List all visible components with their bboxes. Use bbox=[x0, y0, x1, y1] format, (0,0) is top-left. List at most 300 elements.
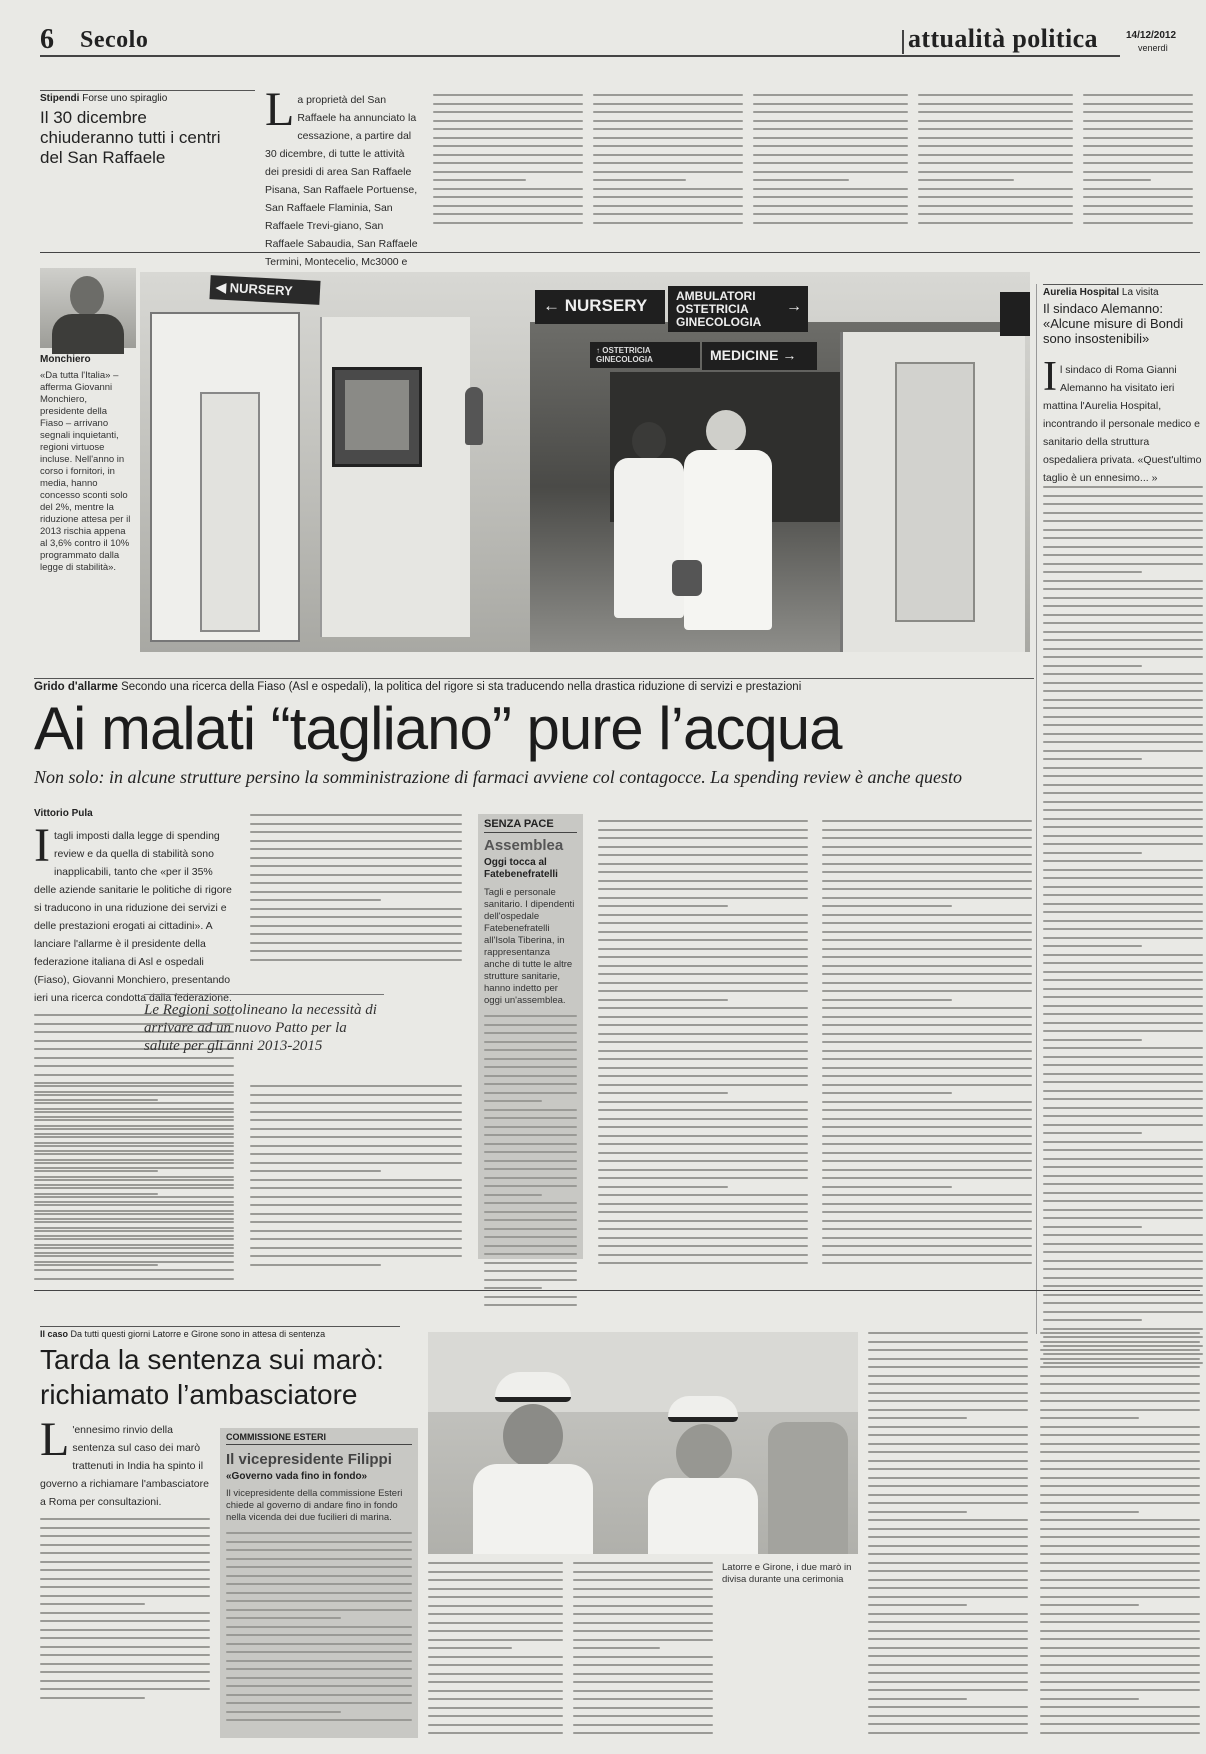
text-line bbox=[753, 94, 908, 96]
text-line bbox=[1040, 1672, 1200, 1674]
text-line bbox=[484, 1228, 577, 1230]
text-line bbox=[250, 874, 462, 876]
text-line bbox=[1043, 716, 1203, 718]
text-line bbox=[1043, 707, 1203, 709]
text-line bbox=[1043, 631, 1203, 633]
text-line bbox=[1043, 860, 1203, 862]
text-line bbox=[484, 1075, 577, 1077]
text-line bbox=[868, 1426, 1028, 1428]
text-line bbox=[868, 1732, 1028, 1734]
text-line bbox=[1040, 1647, 1200, 1649]
text-line bbox=[1043, 665, 1142, 667]
text-line bbox=[1083, 120, 1193, 122]
text-line bbox=[34, 1221, 234, 1223]
text-line bbox=[822, 973, 1032, 975]
text-line bbox=[40, 1663, 210, 1665]
text-line bbox=[250, 942, 462, 944]
text-line bbox=[428, 1579, 563, 1581]
text-line bbox=[822, 922, 1032, 924]
text-line bbox=[250, 848, 462, 850]
text-line bbox=[1043, 877, 1203, 879]
text-line bbox=[868, 1434, 1028, 1436]
hospital-corridor-photo bbox=[140, 272, 1030, 652]
text-line bbox=[250, 882, 462, 884]
text-line bbox=[1043, 699, 1203, 701]
text-line bbox=[1043, 1149, 1203, 1151]
text-line bbox=[868, 1630, 1028, 1632]
text-line bbox=[598, 871, 808, 873]
text-line bbox=[822, 846, 1032, 848]
notice-board bbox=[332, 367, 422, 467]
text-line bbox=[593, 137, 743, 139]
text-line bbox=[1043, 1277, 1203, 1279]
text-line bbox=[428, 1647, 512, 1649]
text-line bbox=[484, 1143, 577, 1145]
text-line bbox=[822, 897, 1032, 899]
text-line bbox=[433, 205, 583, 207]
text-line bbox=[868, 1409, 1028, 1411]
text-line bbox=[484, 1126, 577, 1128]
text-line bbox=[868, 1655, 1028, 1657]
text-line bbox=[1043, 588, 1203, 590]
text-line bbox=[822, 1050, 1032, 1052]
text-line bbox=[918, 128, 1073, 130]
text-line bbox=[1043, 758, 1142, 760]
text-line bbox=[226, 1651, 412, 1653]
text-line bbox=[433, 171, 583, 173]
text-line bbox=[484, 1279, 577, 1281]
text-line bbox=[1043, 656, 1203, 658]
text-line bbox=[226, 1558, 412, 1560]
text-line bbox=[598, 1067, 808, 1069]
text-line bbox=[428, 1724, 563, 1726]
text-line bbox=[1040, 1655, 1200, 1657]
text-line bbox=[593, 103, 743, 105]
text-line bbox=[250, 1264, 381, 1266]
text-line bbox=[822, 1237, 1032, 1239]
drop-cap: I bbox=[34, 819, 50, 872]
main-col-1: I tagli imposti dalla legge di spending review e da quella di stabilità sono inapplicabili, tanto che «per il 35% delle aziende sanitarie le politiche di rigore si traducono in una riduzione dei servizi e delle prestazioni erogati ai cittadini». A lanciare l'allarme è il presidente della federazione italiana di Asl e ospedali (Fiaso), Giovanni Monchiero, presentando ieri una ricerca condotta dalla federazione. bbox=[34, 826, 234, 1276]
text-line bbox=[428, 1698, 563, 1700]
text-line bbox=[1043, 1294, 1203, 1296]
text-line bbox=[40, 1654, 210, 1656]
text-line bbox=[250, 1213, 462, 1215]
text-line bbox=[1040, 1681, 1200, 1683]
text-line bbox=[1043, 1141, 1203, 1143]
text-line bbox=[1043, 1047, 1203, 1049]
text-line bbox=[753, 145, 908, 147]
text-line bbox=[918, 213, 1073, 215]
text-line bbox=[428, 1681, 563, 1683]
text-line bbox=[1040, 1417, 1139, 1419]
text-line bbox=[918, 145, 1073, 147]
text-line bbox=[1043, 1115, 1203, 1117]
text-line bbox=[40, 1544, 210, 1546]
text-line bbox=[34, 1102, 234, 1104]
text-line bbox=[598, 820, 808, 822]
text-line bbox=[868, 1341, 1028, 1343]
text-line bbox=[1040, 1477, 1200, 1479]
text-line bbox=[1043, 1217, 1203, 1219]
text-line bbox=[753, 222, 908, 224]
issue-date: 14/12/2012 bbox=[1126, 30, 1177, 41]
text-line bbox=[598, 897, 808, 899]
text-line bbox=[1043, 673, 1203, 675]
text-line bbox=[433, 128, 583, 130]
text-line bbox=[822, 863, 1032, 865]
right-lead: I l sindaco di Roma Gianni Alemanno ha visitato ieri mattina l'Aurelia Hospital, incontrando il personale medico e sanitario della struttura ospedaliera privata. «Quest'ultimo taglio è un ennesimo... » bbox=[1043, 354, 1202, 484]
text-line bbox=[226, 1575, 412, 1577]
text-line bbox=[1083, 222, 1193, 224]
top-col-2 bbox=[433, 94, 583, 234]
text-line bbox=[822, 1007, 1032, 1009]
fire-extinguisher bbox=[465, 387, 483, 445]
top-lead: L a proprietà del San Raffaele ha annunciato la cessazione, a partire dal 30 dicembre, di tutte le attività dei presidi di area San Raffaele Pisana, San Raffaele Portuense, San Raffaele Flaminia, San Raffaele Trevi-giano, San Raffaele Sabaudia, San Raffaele Termini, Montecelio, Mc3000 e bbox=[265, 83, 418, 268]
text-line bbox=[822, 965, 1032, 967]
main-col-5 bbox=[822, 820, 1032, 1275]
text-line bbox=[1040, 1375, 1200, 1377]
text-line bbox=[753, 154, 908, 156]
text-line bbox=[484, 1296, 577, 1298]
text-line bbox=[1043, 1064, 1203, 1066]
text-line bbox=[822, 1254, 1032, 1256]
text-line bbox=[822, 1075, 1032, 1077]
text-line bbox=[822, 1177, 1032, 1179]
text-line bbox=[573, 1562, 713, 1564]
text-line bbox=[1043, 682, 1203, 684]
text-line bbox=[593, 111, 743, 113]
text-line bbox=[598, 931, 808, 933]
text-line bbox=[1040, 1570, 1200, 1572]
text-line bbox=[1083, 205, 1193, 207]
text-line bbox=[573, 1715, 713, 1717]
text-line bbox=[1043, 937, 1203, 939]
text-line bbox=[1043, 597, 1203, 599]
text-line bbox=[40, 1629, 210, 1631]
text-line bbox=[34, 1247, 234, 1249]
text-line bbox=[1043, 1209, 1203, 1211]
text-line bbox=[822, 1092, 952, 1094]
main-subheadline: Non solo: in alcune strutture persino la somministrazione di farmaci avviene col contagocce. La spending review è anche questo bbox=[34, 767, 963, 787]
text-line bbox=[40, 1671, 210, 1673]
text-line bbox=[484, 1211, 577, 1213]
text-line bbox=[868, 1545, 1028, 1547]
text-line bbox=[226, 1677, 412, 1679]
text-line bbox=[1043, 1013, 1203, 1015]
text-line bbox=[1043, 1200, 1203, 1202]
text-line bbox=[433, 154, 583, 156]
text-line bbox=[484, 1151, 577, 1153]
text-line bbox=[433, 120, 583, 122]
text-line bbox=[598, 1245, 808, 1247]
text-line bbox=[593, 154, 743, 156]
text-line bbox=[1043, 495, 1203, 497]
text-line bbox=[918, 179, 1014, 181]
text-line bbox=[250, 1119, 462, 1121]
text-line bbox=[868, 1579, 1028, 1581]
text-line bbox=[1040, 1630, 1200, 1632]
text-line bbox=[598, 1033, 808, 1035]
text-line bbox=[250, 865, 462, 867]
text-line bbox=[34, 1136, 234, 1138]
text-line bbox=[753, 213, 908, 215]
text-line bbox=[868, 1672, 1028, 1674]
text-line bbox=[250, 857, 462, 859]
text-line bbox=[1043, 614, 1203, 616]
text-line bbox=[1043, 1328, 1203, 1330]
text-line bbox=[226, 1583, 412, 1585]
text-line bbox=[868, 1689, 1028, 1691]
text-line bbox=[1043, 852, 1142, 854]
text-line bbox=[250, 1221, 462, 1223]
text-line bbox=[226, 1634, 412, 1636]
text-line bbox=[598, 863, 808, 865]
box-top: COMMISSIONE ESTERI bbox=[226, 1432, 412, 1445]
text-line bbox=[1040, 1664, 1200, 1666]
text-line bbox=[250, 933, 462, 935]
text-line bbox=[1043, 818, 1203, 820]
bottom-headline: Tarda la sentenza sui marò: richiamato l’ambasciatore bbox=[40, 1344, 384, 1410]
text-line bbox=[226, 1643, 412, 1645]
text-line bbox=[433, 196, 583, 198]
bottom-col-6 bbox=[1040, 1332, 1200, 1747]
bottom-kicker: Il caso Da tutti questi giorni Latorre e Girone sono in attesa di sentenza bbox=[40, 1326, 400, 1339]
text-line bbox=[250, 1128, 462, 1130]
text-line bbox=[868, 1358, 1028, 1360]
text-line bbox=[868, 1332, 1028, 1334]
text-line bbox=[822, 1067, 1032, 1069]
text-line bbox=[250, 814, 462, 816]
text-line bbox=[1040, 1511, 1139, 1513]
text-line bbox=[598, 1016, 808, 1018]
text-line bbox=[484, 1024, 577, 1026]
text-line bbox=[1040, 1341, 1200, 1343]
text-line bbox=[1040, 1434, 1200, 1436]
text-line bbox=[484, 1202, 577, 1204]
text-line bbox=[573, 1673, 713, 1675]
text-line bbox=[40, 1561, 210, 1563]
text-line bbox=[598, 837, 808, 839]
text-line bbox=[1043, 554, 1203, 556]
text-line bbox=[598, 1101, 808, 1103]
door-glass bbox=[200, 392, 260, 632]
text-line bbox=[1040, 1383, 1200, 1385]
text-line bbox=[40, 1535, 210, 1537]
assemblea-box bbox=[478, 814, 583, 1259]
text-line bbox=[868, 1400, 1028, 1402]
text-line bbox=[598, 973, 808, 975]
text-line bbox=[598, 1186, 728, 1188]
text-line bbox=[868, 1366, 1028, 1368]
text-line bbox=[598, 1262, 808, 1264]
text-line bbox=[1083, 111, 1193, 113]
text-line bbox=[484, 1168, 577, 1170]
text-line bbox=[822, 1024, 1032, 1026]
text-line bbox=[484, 1049, 577, 1051]
text-line bbox=[868, 1460, 1028, 1462]
text-line bbox=[598, 1058, 808, 1060]
text-line bbox=[822, 880, 1032, 882]
text-line bbox=[1043, 809, 1203, 811]
text-line bbox=[1083, 179, 1151, 181]
text-line bbox=[34, 1145, 234, 1147]
text-line bbox=[1043, 546, 1203, 548]
top-col-5 bbox=[918, 94, 1073, 234]
text-line bbox=[918, 196, 1073, 198]
text-line bbox=[250, 1162, 462, 1164]
text-line bbox=[250, 1196, 462, 1198]
arrow-up-icon: ↑ bbox=[596, 346, 603, 355]
text-line bbox=[428, 1732, 563, 1734]
text-line bbox=[484, 1304, 577, 1306]
text-line bbox=[40, 1603, 145, 1605]
text-line bbox=[1043, 724, 1203, 726]
top-story bbox=[40, 83, 1200, 268]
text-line bbox=[433, 188, 583, 190]
text-line bbox=[1040, 1579, 1200, 1581]
text-line bbox=[1043, 1132, 1142, 1134]
text-line bbox=[428, 1639, 563, 1641]
text-line bbox=[34, 1170, 158, 1172]
section-left: Secolo bbox=[80, 27, 149, 53]
text-line bbox=[1040, 1502, 1200, 1504]
text-line bbox=[250, 1170, 381, 1172]
text-line bbox=[34, 1162, 234, 1164]
text-line bbox=[868, 1621, 1028, 1623]
text-line bbox=[433, 222, 583, 224]
text-line bbox=[1083, 128, 1193, 130]
text-line bbox=[40, 1680, 210, 1682]
text-line bbox=[1043, 1166, 1203, 1168]
bottom-col-3 bbox=[428, 1562, 563, 1747]
text-line bbox=[484, 1270, 577, 1272]
text-line bbox=[1040, 1528, 1200, 1530]
top-col-3 bbox=[593, 94, 743, 234]
text-line bbox=[250, 908, 462, 910]
text-line bbox=[34, 1187, 234, 1189]
text-line bbox=[822, 1101, 1032, 1103]
text-line bbox=[1043, 1098, 1203, 1100]
text-line bbox=[753, 188, 908, 190]
sign-medicine: MEDICINE → bbox=[702, 342, 817, 370]
text-line bbox=[1043, 512, 1203, 514]
text-line bbox=[40, 1595, 210, 1597]
box-title: Il vicepresidente Filippi bbox=[226, 1451, 392, 1468]
text-line bbox=[40, 1646, 210, 1648]
text-line bbox=[250, 1111, 462, 1113]
text-line bbox=[226, 1566, 412, 1568]
text-line bbox=[250, 1094, 462, 1096]
text-line bbox=[428, 1690, 563, 1692]
main-headline: Ai malati “tagliano” pure l’acqua bbox=[34, 695, 842, 762]
text-line bbox=[868, 1604, 967, 1606]
text-line bbox=[573, 1732, 713, 1734]
text-line bbox=[1043, 1030, 1203, 1032]
text-line bbox=[573, 1690, 713, 1692]
section-right: attualità politica bbox=[908, 24, 1098, 53]
right-kicker: Aurelia Hospital La visita bbox=[1043, 284, 1203, 298]
text-line bbox=[1040, 1596, 1200, 1598]
text-line bbox=[598, 846, 808, 848]
text-line bbox=[250, 1187, 462, 1189]
main-pull-quote: Le Regioni sottolineano la necessità di arrivare ad un nuovo Patto per la salute per gli anni 2013-2015 bbox=[144, 994, 384, 1055]
text-line bbox=[428, 1588, 563, 1590]
text-line bbox=[822, 939, 1032, 941]
text-line bbox=[428, 1630, 563, 1632]
text-line bbox=[868, 1468, 1028, 1470]
monchiero-caption: «Da tutta l'Italia» – afferma Giovanni Monchiero, presidente della Fiaso – arrivano segnali inquietanti, regioni virtuose incluse. Nell'anno in corso i fornitori, in media, hanno concesso sconti solo del 2%, mentre la riduzione attesa per il 2013 rischia appena al 3,6% contro il 10% programmato dalla legge di stabilità». bbox=[40, 370, 131, 573]
text-line bbox=[484, 1219, 577, 1221]
text-line bbox=[1043, 826, 1203, 828]
text-line bbox=[598, 829, 808, 831]
text-line bbox=[1083, 103, 1193, 105]
box-subtitle: «Governo vada fino in fondo» bbox=[226, 1471, 368, 1482]
text-line bbox=[1043, 954, 1203, 956]
text-line bbox=[1043, 503, 1203, 505]
text-line bbox=[40, 1518, 210, 1520]
text-line bbox=[822, 931, 1032, 933]
text-line bbox=[598, 1211, 808, 1213]
text-line bbox=[34, 1119, 234, 1121]
text-line bbox=[1040, 1409, 1200, 1411]
text-line bbox=[428, 1613, 563, 1615]
text-line bbox=[34, 1264, 158, 1266]
text-line bbox=[598, 1118, 808, 1120]
text-line bbox=[868, 1715, 1028, 1717]
bottom-lead: L 'ennesimo rinvio della sentenza sul caso dei marò trattenuti in India ha spinto il governo a richiamare l'ambasciatore a Roma per consultazioni. bbox=[40, 1420, 210, 1745]
text-line bbox=[34, 1238, 234, 1240]
text-line bbox=[226, 1600, 412, 1602]
text-line bbox=[593, 94, 743, 96]
text-line bbox=[868, 1502, 1028, 1504]
text-line bbox=[598, 1084, 808, 1086]
text-line bbox=[598, 1160, 808, 1162]
text-line bbox=[226, 1549, 412, 1551]
commissione-box bbox=[220, 1428, 418, 1738]
text-line bbox=[573, 1698, 713, 1700]
text-line bbox=[1043, 571, 1142, 573]
text-line bbox=[598, 1041, 808, 1043]
text-line bbox=[34, 1196, 234, 1198]
text-line bbox=[918, 205, 1073, 207]
text-line bbox=[598, 939, 808, 941]
text-line bbox=[484, 1015, 577, 1017]
text-line bbox=[868, 1638, 1028, 1640]
text-line bbox=[598, 1254, 808, 1256]
text-line bbox=[1043, 1124, 1203, 1126]
text-line bbox=[598, 914, 808, 916]
text-line bbox=[484, 1058, 577, 1060]
text-line bbox=[34, 1153, 234, 1155]
text-line bbox=[822, 1152, 1032, 1154]
text-line bbox=[868, 1596, 1028, 1598]
text-line bbox=[433, 94, 583, 96]
text-line bbox=[428, 1673, 563, 1675]
text-line bbox=[40, 1578, 210, 1580]
text-line bbox=[573, 1605, 713, 1607]
top-col-6 bbox=[1083, 94, 1193, 234]
text-line bbox=[428, 1562, 563, 1564]
text-line bbox=[484, 1160, 577, 1162]
box-top: SENZA PACE bbox=[484, 818, 577, 833]
arrow-right-icon: → bbox=[786, 298, 802, 315]
text-line bbox=[1043, 1251, 1203, 1253]
text-line bbox=[226, 1719, 412, 1721]
text-line bbox=[593, 213, 743, 215]
text-line bbox=[1040, 1613, 1200, 1615]
text-line bbox=[250, 925, 462, 927]
text-line bbox=[868, 1681, 1028, 1683]
